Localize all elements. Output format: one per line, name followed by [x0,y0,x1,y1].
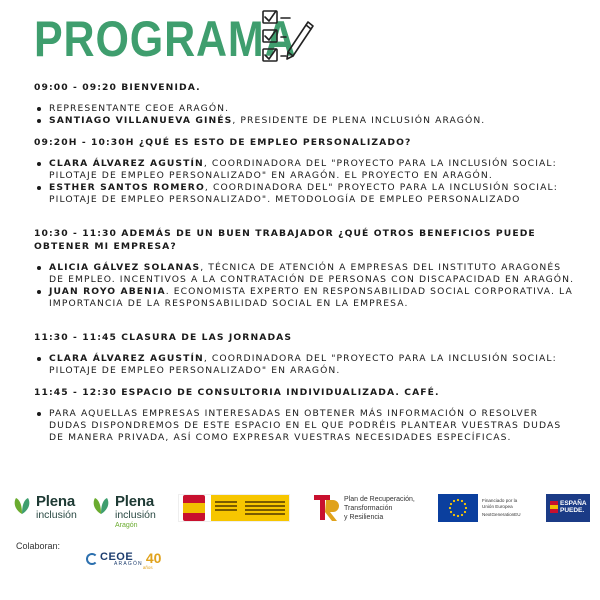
speaker-list [34,103,579,127]
logo-line: Aragón [115,521,138,529]
program-section [34,227,579,310]
leaf-icon [11,494,33,516]
logo-line: PUEDE. [560,507,585,514]
eu-next-generation-logo [438,493,542,523]
speaker-list [34,353,579,377]
program-section [34,331,579,377]
list-item [34,408,579,444]
program-section [34,81,579,127]
speaker-role: , TÉCNICA DE ATENCIÓN A EMPRESAS DEL INSTITUTO ARAGONÉS DE EMPLEO. INCENTIVOS A LA CONTRATACIÓN DE PERSONAS CON DISCAPACIDAD EN ARAGÓN. [49,262,575,285]
ministry-band [211,495,289,521]
eu-flag-icon [438,494,478,522]
checklist-pen-icon [260,8,316,70]
logo-line: Plena [36,493,76,510]
speaker-role: , PRESIDENTE DE PLENA INCLUSIÓN ARAGÓN. [232,115,486,126]
item-text: PARA AQUELLAS EMPRESAS INTERESADAS EN OBTENER MÁS INFORMACIÓN O RESOLVER DUDAS DISPONDREMOS DE ESTE ESPACIO EN EL QUE PODRÉIS PLANTEAR VUESTRAS DUDAS DE MANERA PRIVADA, ASÍ COMO EXPRESAR VUESTRAS NECESIDADES ESPECÍFICAS. [49,408,562,443]
list-item [34,158,579,182]
speaker-name: SANTIAGO VILLANUEVA GINÉS [49,115,233,126]
list-item [34,182,579,206]
speaker-list [34,262,579,310]
logo-line: ESPAÑA [560,500,587,507]
ceoe-aragon-logo [86,551,161,570]
leaf-icon [90,494,112,516]
sponsor-logos [0,490,600,530]
speaker-role: , COORDINADORA DEL "PROYECTO PARA LA INCLUSIÓN SOCIAL: PILOTAJE DE EMPLEO PERSONALIZADO" EN ARAGÓN. EL PROYECTO EN ARAGÓN. [49,158,557,181]
speaker-name: CLARA ÁLVAREZ AGUSTÍN [49,158,204,169]
logo-line: inclusión [36,509,77,521]
logo-line: ARAGÓN [114,561,143,567]
anniversary-number: 40 [145,550,162,566]
logo-line: Financiado por la [482,498,518,503]
program-section [34,386,579,444]
page-title: PROGRAMA [34,11,297,67]
program-section [34,136,579,206]
prtr-mark-icon [312,493,340,523]
logo-line: y Resiliencia [344,513,384,521]
coat-of-arms-icon [183,495,205,521]
speaker-name: ALICIA GÁLVEZ SOLANAS [49,262,201,273]
section-heading: 10:30 - 11:30 ADEMÁS DE UN BUEN TRABAJADOR ¿QUÉ OTROS BENEFICIOS PUEDE OBTENER MI EMPRESA? [34,228,536,252]
logo-line: CEOE [100,551,134,563]
list-item [34,103,579,115]
plan-recuperacion-logo [312,493,415,523]
program-content [34,81,579,444]
section-heading: 11:30 - 11:45 CLASURA DE LAS JORNADAS [34,332,293,343]
section-heading: 09:20H - 10:30H ¿QUÉ ES ESTO DE EMPLEO PERSONALIZADO? [34,137,412,148]
list-item [34,115,579,127]
section-heading: 11:45 - 12:30 ESPACIO DE CONSULTORIA INDIVIDUALIZADA. CAFÉ. [34,387,440,398]
logo-line: Transformación [344,504,393,512]
gobierno-de-espana-logo [178,494,290,522]
speaker-name: CLARA ÁLVAREZ AGUSTÍN [49,353,204,364]
logo-line: NextGenerationEU [482,512,521,517]
logo-line: inclusión [115,509,156,521]
anniversary-label: años [142,565,153,570]
speaker-name: JUAN ROYO ABENIA [49,286,166,297]
list-item [34,286,579,310]
plena-inclusion-aragon-logo [90,494,156,529]
ceoe-ring-icon [86,553,98,565]
logo-line: Plena [115,493,155,510]
list-item [34,353,579,377]
speaker-name: ESTHER SANTOS ROMERO [49,182,205,193]
logo-line: Unión Europea [482,504,513,509]
speaker-role: . ECONOMISTA EXPERTO EN RESPONSABILIDAD SOCIAL CORPORATIVA. LA IMPORTANCIA DE LA RESPONSABILIDAD SOCIAL EN LA EMPRESA. [49,286,573,309]
list-item [34,262,579,286]
espana-puede-logo [546,494,590,522]
speaker-list [34,408,579,444]
collaborators-label: Colaboran: [16,541,61,551]
logo-line: Plan de Recuperación, [344,495,415,503]
speaker-list [34,158,579,206]
speaker-role: , COORDINADORA DEL" PROYECTO PARA LA INCLUSIÓN SOCIAL: PILOTAJE DE EMPLEO PERSONALIZADO". METODOLOGÍA DE EMPLEO PERSONALIZADO [49,182,558,205]
plena-inclusion-logo [11,494,77,521]
section-heading: 09:00 - 09:20 BIENVENIDA. [34,82,201,93]
speaker-role: REPRESENTANTE CEOE ARAGÓN. [49,103,230,114]
speaker-role: , COORDINADORA DEL "PROYECTO PARA LA INCLUSIÓN SOCIAL: PILOTAJE DE EMPLEO PERSONALIZADO" EN ARAGÓN. [49,353,557,376]
